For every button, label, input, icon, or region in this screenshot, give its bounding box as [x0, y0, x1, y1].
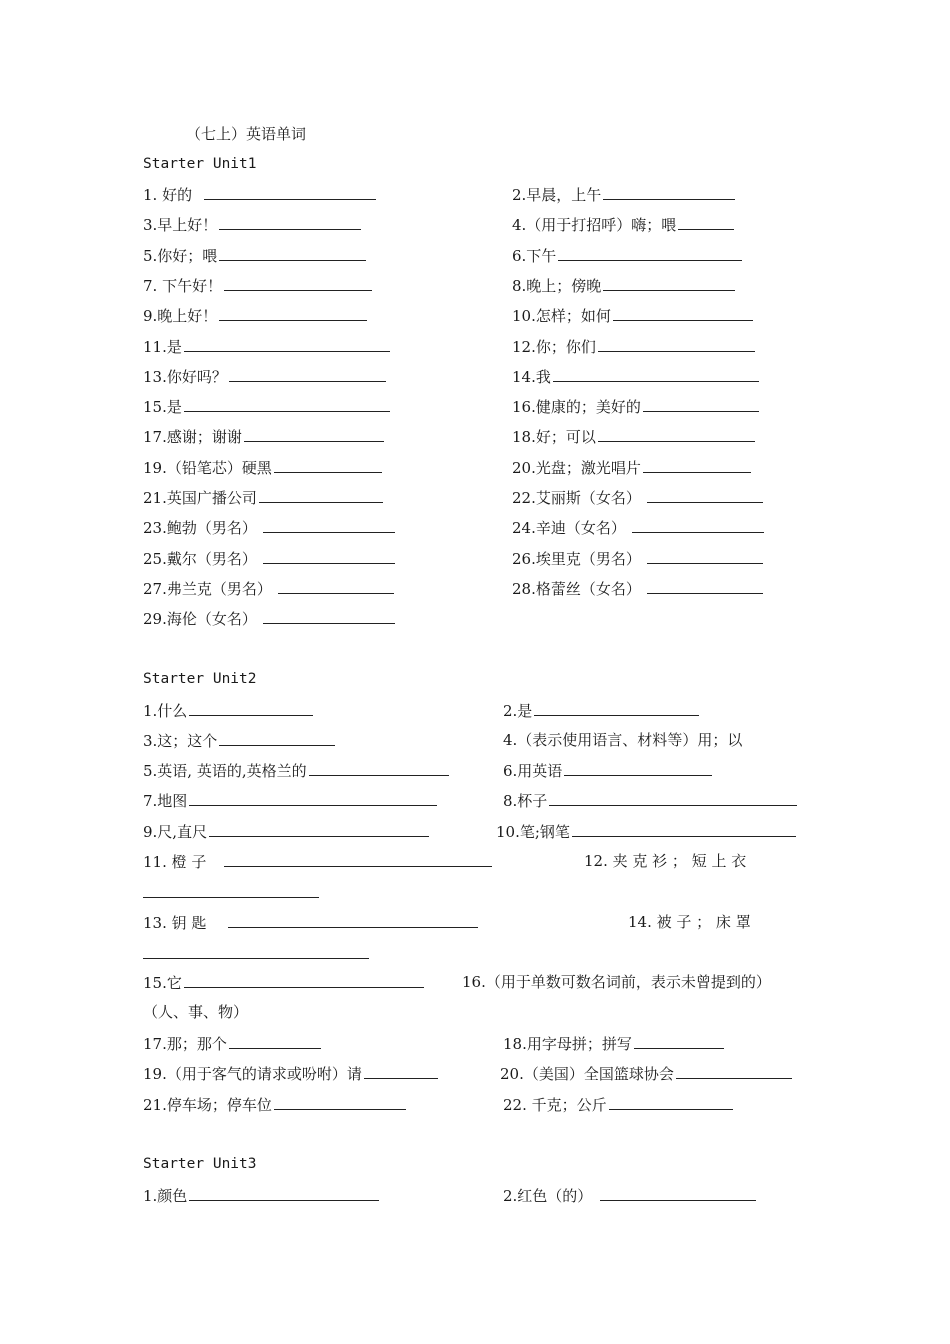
- list-item: 25.戴尔（男名）: [143, 549, 395, 568]
- list-item: 17.那；那个: [143, 1034, 321, 1053]
- list-item: 8.晚上；傍晚: [512, 276, 735, 295]
- list-item: 15.它: [143, 973, 424, 992]
- list-item: 8.杯子: [503, 791, 797, 810]
- list-item: 11.是: [143, 337, 390, 356]
- list-item: 2.早晨，上午: [512, 185, 735, 204]
- list-item: 16.健康的；美好的: [512, 397, 759, 416]
- list-item: 26.埃里克（男名）: [512, 549, 763, 568]
- list-item: 19.（用于客气的请求或吩咐）请: [143, 1064, 438, 1083]
- unit2-heading: Starter Unit2: [143, 671, 257, 687]
- page-title: （七上）英语单词: [186, 125, 307, 143]
- list-item: 27.弗兰克（男名）: [143, 579, 394, 598]
- list-item: 9.晚上好！: [143, 306, 367, 325]
- list-item: 14. 被 子 ； 床 罩: [628, 913, 751, 931]
- list-item: 7. 下午好！: [143, 276, 372, 295]
- list-item: 12. 夹 克 衫 ； 短 上 衣: [584, 852, 747, 870]
- unit3-heading: Starter Unit3: [143, 1156, 257, 1172]
- list-item: 1. 好的: [143, 185, 376, 204]
- list-item: 23.鲍勃（男名）: [143, 518, 395, 537]
- list-item: 28.格蕾丝（女名）: [512, 579, 763, 598]
- list-item: 4.（用于打招呼）嗨；喂: [512, 215, 734, 234]
- list-item: 17.感谢；谢谢: [143, 427, 384, 446]
- list-item: 11. 橙 子: [143, 852, 492, 871]
- list-item: 22. 千克；公斤: [503, 1095, 733, 1114]
- list-item: 18.用字母拼；拼写: [503, 1034, 724, 1053]
- unit1-heading: Starter Unit1: [143, 156, 257, 172]
- list-item: 7.地图: [143, 791, 437, 810]
- list-item: 13. 钥 匙: [143, 913, 478, 932]
- list-item: 20.光盘；激光唱片: [512, 458, 751, 477]
- list-item: 4.（表示使用语言、材料等）用；以: [503, 731, 743, 749]
- list-item: 1.什么: [143, 701, 313, 720]
- list-item: 2.是: [503, 701, 699, 720]
- list-item: （人、事、物）: [143, 1003, 249, 1021]
- list-item: 6.下午: [512, 246, 742, 265]
- list-item: 13.你好吗？: [143, 367, 386, 386]
- list-item: 16.（用于单数可数名词前，表示未曾提到的）: [462, 973, 771, 991]
- list-item: 21.英国广播公司: [143, 488, 383, 507]
- list-item: 12.你；你们: [512, 337, 755, 356]
- list-item: 14.我: [512, 367, 759, 386]
- list-item: 20.（美国）全国篮球协会: [500, 1064, 792, 1083]
- list-item: 5.英语, 英语的,英格兰的: [143, 761, 449, 780]
- list-item: 22.艾丽斯（女名）: [512, 488, 763, 507]
- list-item: 6.用英语: [503, 761, 712, 780]
- list-item: 10.怎样；如何: [512, 306, 753, 325]
- list-item: 29.海伦（女名）: [143, 609, 395, 628]
- list-item: 9.尺,直尺: [143, 822, 429, 841]
- list-item: 24.辛迪（女名）: [512, 518, 764, 537]
- list-item: 15.是: [143, 397, 390, 416]
- list-item: 21.停车场；停车位: [143, 1095, 406, 1114]
- list-item: 10.笔;钢笔: [496, 822, 796, 841]
- list-item: 3.早上好！: [143, 215, 361, 234]
- list-item: 5.你好；喂: [143, 246, 366, 265]
- answer-line: [143, 897, 319, 898]
- list-item: 19.（铅笔芯）硬黑: [143, 458, 382, 477]
- list-item: 1.颜色: [143, 1186, 379, 1205]
- list-item: 2.红色（的）: [503, 1186, 756, 1205]
- answer-line: [143, 958, 369, 959]
- list-item: 18.好；可以: [512, 427, 755, 446]
- list-item: 3.这；这个: [143, 731, 335, 750]
